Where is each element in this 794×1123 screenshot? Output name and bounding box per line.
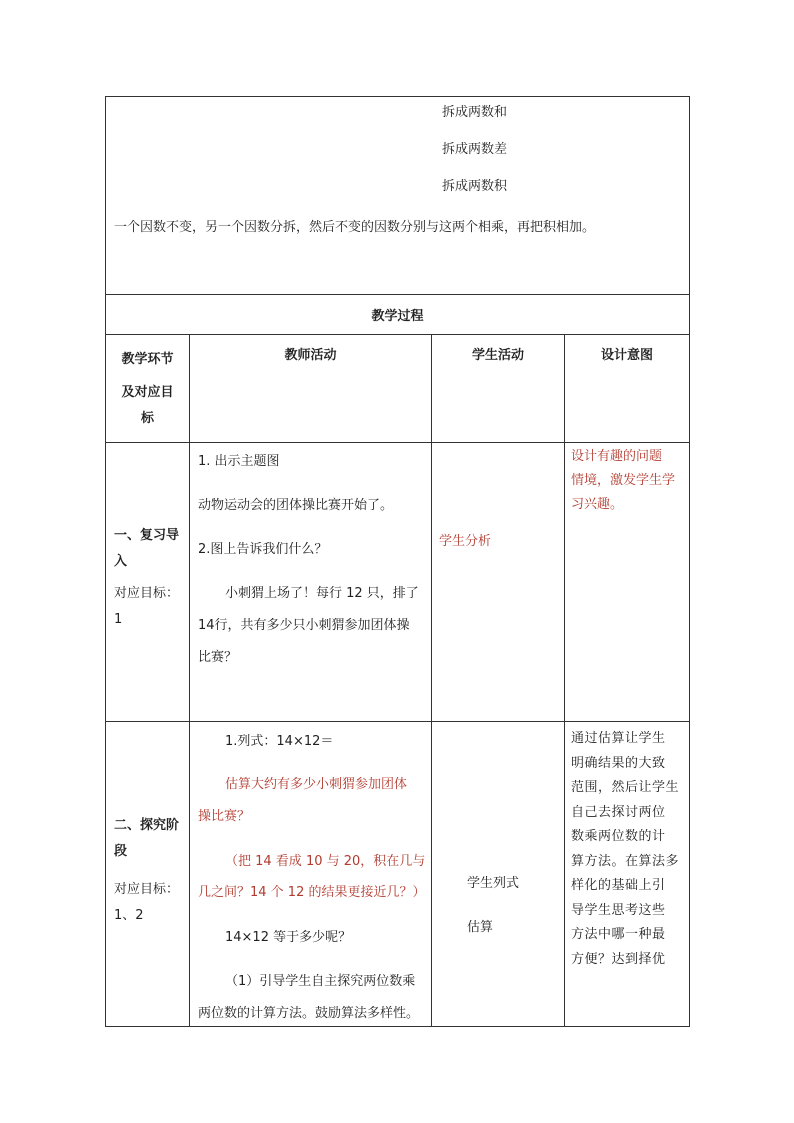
section1-teacher-cell <box>190 443 432 722</box>
section2-title-line1: 二、探究阶 <box>114 818 180 833</box>
section2-estimate-line2: 操比赛？ <box>198 809 251 824</box>
section1-target-label: 对应目标： <box>114 586 180 601</box>
section1-title-line2: 入 <box>114 554 128 569</box>
section1-intent-line2: 情境，激发学生学 <box>571 473 676 488</box>
split-diff-line: 拆成两数差 <box>442 142 508 157</box>
section2-intent-line9: 方法中哪一种最 <box>571 927 666 942</box>
split-sum-line: 拆成两数和 <box>442 105 508 120</box>
section2-title-line2: 段 <box>114 844 128 859</box>
section2-intent-line10: 方便？达到择优 <box>571 951 666 967</box>
section1-teacher-line4: 小刺猬上场了！每行 12 只，排了 <box>225 586 419 601</box>
col-header-student <box>432 335 565 443</box>
section2-estimate-line1: 估算大约有多少小刺猬参加团体 <box>225 777 408 792</box>
split-product-line: 拆成两数积 <box>442 179 508 194</box>
section2-intent-line4: 自己去探讨两位 <box>571 804 666 820</box>
section2-intent-line6: 算方法。在算法多 <box>571 853 680 869</box>
section2-intent-line8: 导学生思考这些 <box>571 902 666 918</box>
section2-student-cell <box>432 722 565 1027</box>
section1-teacher-line6: 比赛？ <box>198 650 238 665</box>
process-header-cell <box>106 295 690 335</box>
section1-intent-cell <box>565 443 690 722</box>
section2-intent-line5: 数乘两位数的计 <box>571 829 666 844</box>
section2-teacher-cell <box>190 722 432 1027</box>
section2-guide-line1: （1）引导学生自主探究两位数乘 <box>225 974 416 989</box>
section2-intent-line3: 范围，然后让学生 <box>571 780 680 795</box>
section2-guide-line2: 两位数的计算方法。鼓励算法多样性。 <box>198 1006 420 1021</box>
section2-intent-line1: 通过估算让学生 <box>571 731 666 746</box>
section2-intent-line2: 明确结果的大致 <box>571 755 666 771</box>
section1-intent-line1: 设计有趣的问题 <box>571 449 663 464</box>
lesson-plan-table <box>105 96 690 1027</box>
method-summary-text: 一个因数不变，另一个因数分拆，然后不变的因数分别与这两个相乘，再把积相加。 <box>114 220 596 235</box>
section2-formula: 1.列式：14×12＝ <box>225 734 334 749</box>
col-header-student-label: 学生活动 <box>471 348 524 363</box>
section2-hint-line1: （把 14 看成 10 与 20，积在几与 <box>225 854 426 869</box>
section1-student-cell <box>432 443 565 722</box>
section1-student-text: 学生分析 <box>439 534 492 549</box>
col-header-teacher-label: 教师活动 <box>284 348 337 363</box>
section2-intent-line7: 样化的基础上引 <box>571 878 666 893</box>
col-header-stage-line2: 及对应目 <box>121 385 174 400</box>
col-header-stage-line3: 标 <box>140 411 154 426</box>
section2-question: 14×12 等于多少呢？ <box>225 930 352 945</box>
section2-stage-cell <box>106 722 190 1027</box>
col-header-intent-label: 设计意图 <box>600 348 653 363</box>
process-header: 教学过程 <box>371 309 424 324</box>
section2-student-line2: 估算 <box>467 920 494 935</box>
section2-target-label: 对应目标： <box>114 882 180 897</box>
col-header-teacher <box>190 335 432 443</box>
section1-intent-line3: 习兴趣。 <box>571 497 624 512</box>
section2-student-line1: 学生列式 <box>467 876 520 891</box>
section1-stage-cell <box>106 443 190 722</box>
section1-teacher-line1: 1. 出示主题图 <box>198 454 280 469</box>
section2-hint-line2: 几之间？14 个 12 的结果更接近几？） <box>198 885 426 900</box>
section1-title-line1: 一、复习导 <box>114 528 180 543</box>
section1-target-value: 1 <box>114 612 123 627</box>
section2-target-value: 1、2 <box>114 908 144 923</box>
col-header-intent <box>565 335 690 443</box>
method-summary-cell <box>106 97 690 295</box>
section1-teacher-line2: 动物运动会的团体操比赛开始了。 <box>198 498 394 513</box>
section1-teacher-line5: 14行，共有多少只小刺猬参加团体操 <box>198 618 410 633</box>
section2-intent-cell <box>565 722 690 1027</box>
col-header-stage-line1: 教学环节 <box>121 352 174 367</box>
section1-teacher-line3: 2.图上告诉我们什么？ <box>198 542 328 557</box>
col-header-stage <box>106 335 190 443</box>
